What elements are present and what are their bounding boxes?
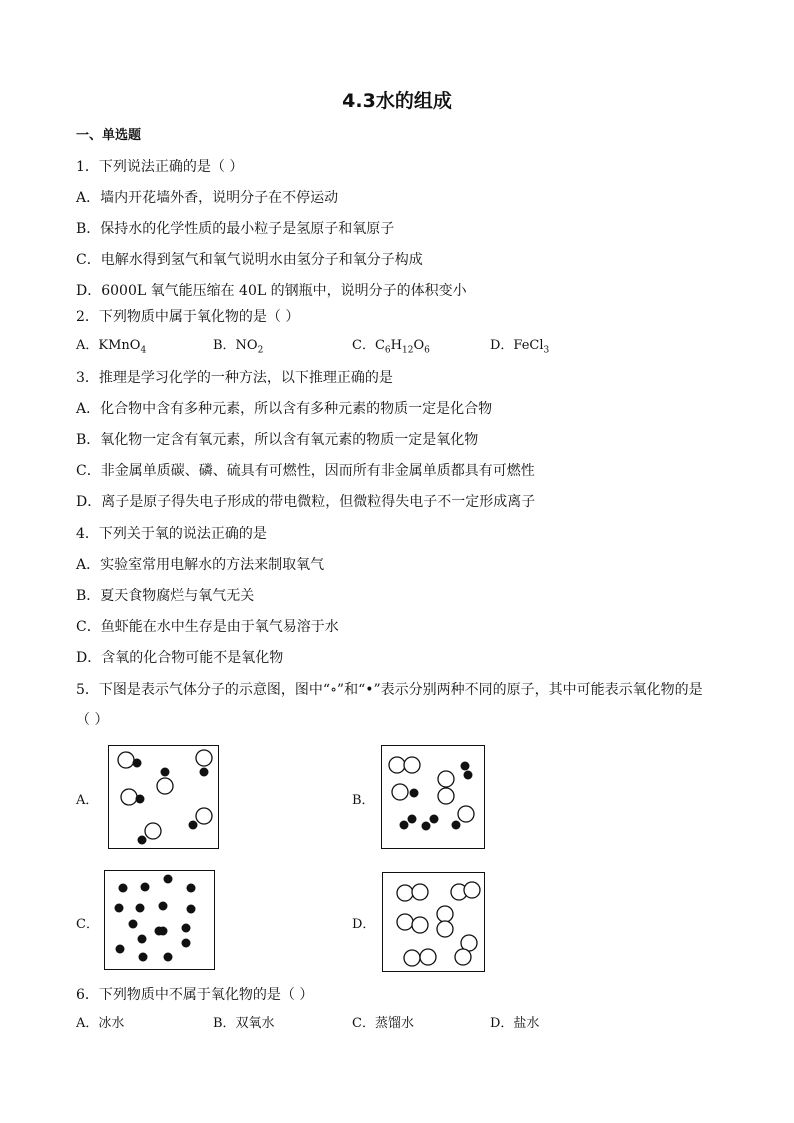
white-atom	[412, 884, 428, 900]
q5-stem: 5．下图是表示气体分子的示意图，图中“∘”和“•”表示分别两种不同的原子，其中可能表示氧化物的是	[76, 682, 703, 698]
black-atom	[461, 762, 470, 771]
black-atom	[161, 768, 170, 777]
black-atom	[182, 939, 191, 948]
black-atom	[133, 759, 142, 768]
black-atom	[400, 821, 409, 830]
q3-option-c[interactable]: C．非金属单质碳、磷、硫具有可燃性，因而所有非金属单质都具有可燃性	[76, 463, 535, 479]
q3-option-a[interactable]: A．化合物中含有多种元素，所以含有多种元素的物质一定是化合物	[76, 401, 493, 417]
q6-option-b[interactable]: B．双氧水	[213, 1016, 275, 1031]
q2-option-d[interactable]: D．FeCl$_3$	[490, 338, 550, 356]
black-atom	[189, 821, 198, 830]
black-atom	[187, 884, 196, 893]
black-atom	[115, 904, 124, 913]
q1-option-b[interactable]: B．保持水的化学性质的最小粒子是氢原子和氧原子	[76, 221, 395, 237]
black-atom	[138, 836, 147, 845]
q5-diagram-a[interactable]	[108, 745, 219, 849]
white-atom	[196, 808, 212, 824]
black-atom	[430, 815, 439, 824]
black-atom	[464, 771, 473, 780]
black-atom	[136, 904, 145, 913]
black-atom	[408, 815, 417, 824]
q2-option-c[interactable]: C．$C_6H_{12}O_6$	[352, 338, 430, 356]
q6-option-c[interactable]: C．蒸馏水	[352, 1016, 414, 1031]
black-atom	[116, 945, 125, 954]
black-atom	[136, 795, 145, 804]
section-heading: 一、单选题	[76, 128, 142, 143]
black-atom	[139, 953, 148, 962]
white-atom	[118, 752, 134, 768]
q5-label-b: B．	[352, 793, 375, 808]
black-atom	[138, 935, 147, 944]
molecule-diagram-d	[383, 873, 486, 973]
q5-label-c: C．	[76, 917, 99, 932]
molecule-diagram-c	[105, 871, 216, 971]
q3-option-d[interactable]: D．离子是原子得失电子形成的带电微粒，但微粒得失电子不一定形成离子	[76, 494, 536, 510]
black-atom	[182, 924, 191, 933]
q2-option-b[interactable]: B．$NO_2$	[213, 338, 264, 356]
q5-diagram-d[interactable]	[382, 872, 485, 972]
q1-option-a[interactable]: A．墙内开花墙外香，说明分子在不停运动	[76, 190, 339, 206]
black-atom	[159, 902, 168, 911]
molecule-diagram-b	[382, 746, 486, 850]
q4-option-a[interactable]: A．实验室常用电解水的方法来制取氧气	[76, 557, 325, 573]
q5-label-a: A．	[76, 793, 99, 808]
white-atom	[437, 921, 453, 937]
white-atom	[397, 885, 413, 901]
black-atom	[200, 768, 209, 777]
q5-diagram-c[interactable]	[104, 870, 215, 970]
black-atom	[129, 920, 138, 929]
q5-label-d: D．	[352, 917, 376, 932]
black-atom	[410, 789, 419, 798]
q2-option-a[interactable]: A．KMnO$_4$	[76, 338, 147, 356]
white-atom	[420, 949, 436, 965]
page-title: 4.3水的组成	[342, 90, 452, 112]
white-atom	[196, 750, 212, 766]
molecule-diagram-a	[109, 746, 220, 850]
black-atom	[164, 875, 173, 884]
white-atom	[458, 806, 474, 822]
q3-option-b[interactable]: B．氧化物一定含有氧元素，所以含有氧元素的物质一定是氧化物	[76, 432, 479, 448]
q2-stem: 2．下列物质中属于氧化物的是（ ）	[76, 309, 300, 325]
black-atom	[187, 905, 196, 914]
black-atom	[422, 822, 431, 831]
q4-option-c[interactable]: C．鱼虾能在水中生存是由于氧气易溶于水	[76, 619, 339, 635]
white-atom	[392, 784, 408, 800]
white-atom	[157, 778, 173, 794]
white-atom	[412, 917, 428, 933]
white-atom	[438, 788, 454, 804]
q3-stem: 3．推理是学习化学的一种方法，以下推理正确的是	[76, 370, 393, 386]
white-atom	[455, 949, 471, 965]
white-atom	[397, 914, 413, 930]
white-atom	[464, 882, 480, 898]
white-atom	[121, 789, 137, 805]
q4-option-d[interactable]: D．含氧的化合物可能不是氧化物	[76, 650, 284, 666]
q6-option-a[interactable]: A．冰水	[76, 1016, 125, 1031]
white-atom	[389, 757, 405, 773]
black-atom	[164, 953, 173, 962]
black-atom	[119, 884, 128, 893]
white-atom	[145, 823, 161, 839]
black-atom	[452, 821, 461, 830]
q6-stem: 6．下列物质中不属于氧化物的是（ ）	[76, 987, 314, 1003]
q1-option-d[interactable]: D．6000L 氧气能压缩在 40L 的钢瓶中，说明分子的体积变小	[76, 283, 467, 299]
white-atom	[404, 950, 420, 966]
q5-diagram-b[interactable]	[381, 745, 485, 849]
white-atom	[438, 771, 454, 787]
black-atom	[141, 883, 150, 892]
q4-stem: 4．下列关于氧的说法正确的是	[76, 526, 267, 542]
q1-option-c[interactable]: C．电解水得到氢气和氧气说明水由氢分子和氧分子构成	[76, 252, 423, 268]
q5-stem-bracket: （ ）	[76, 712, 109, 728]
q1-stem: 1．下列说法正确的是（ ）	[76, 159, 244, 175]
black-atom	[159, 927, 168, 936]
q4-option-b[interactable]: B．夏天食物腐烂与氧气无关	[76, 588, 255, 604]
white-atom	[437, 906, 453, 922]
q6-option-d[interactable]: D．盐水	[490, 1016, 540, 1031]
white-atom	[404, 757, 420, 773]
